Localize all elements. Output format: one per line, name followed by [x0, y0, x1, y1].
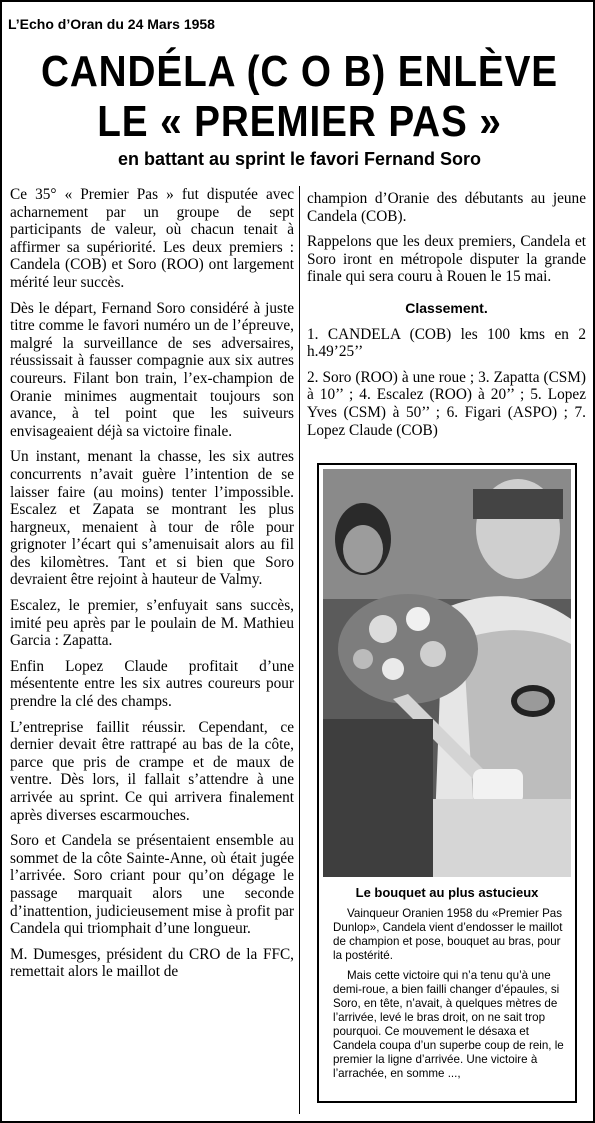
paragraph: Enfin Lopez Claude profitait d’une mésentente entre les six autres coureurs pour prendre la clé des champs. — [10, 657, 294, 711]
headline-line-2: LE « PREMIER PAS » — [97, 97, 502, 146]
paragraph: Ce 35° « Premier Pas » fut disputée avec acharnement par un groupe de sept participants de valeur, où chacun tenait à affirmer sa supériorité. Les deux premiers : Candela (COB) et Soro (ROO) ont largement mérité leur succès. — [10, 186, 294, 291]
paragraph: Dès le départ, Fernand Soro considéré à juste titre comme le favori numéro un de l’épreuve, malgré la surveillance de ses adversaires, réussissait à fausser compagnie aux six autres coureurs. Filant bon train, l’ex-champion de Oranie minimes augmentait toujours son avance, à tel point que les suiveurs envisageaient déjà sa victoire finale. — [10, 299, 294, 440]
cyclist-photo-image — [323, 469, 571, 877]
paragraph: Un instant, menant la chasse, les six autres concurrents n’avait guère l’intention de se laisser faire (au moins) tenter l’impossible. Escalez et Zapata se montrant les plus hargneux, menaient à tour de rôle pour grignoter l’écart qui s’amenuisait alors au fil des kilomètres. Tant et si bien que Soro devraient être rejoint à hauteur de Valmy. — [10, 448, 294, 589]
article-column-2 — [307, 190, 586, 447]
classement-heading: Classement. — [405, 299, 488, 316]
subheadline: en battant au sprint le favori Fernand Soro — [117, 149, 482, 169]
column-divider — [299, 186, 300, 1114]
article-column-1 — [10, 186, 294, 989]
source-line: L’Echo d’Oran du 24 Mars 1958 — [8, 16, 215, 32]
caption-paragraph: Mais cette victoire qui n’a tenu qu’à une demi-roue, a bien failli changer d’épaules, si Soro, en tête, n’avait, à quelques mètres de l’arrivée, levé le bras droit, on ne sait trop pourquoi. Ce mouvement le désaxa et Candela coupa d’un superbe coup de rein, le premier la ligne d’arrivée. Une victoire à l’arrachée, en somme ..., — [333, 969, 564, 1080]
paragraph: L’entreprise faillit réussir. Cependant, ce dernier devait être rattrapé au bas de la côte, parce que pris de crampe et de maux de ventre. Dès lors, il fallait s’attendre à une arrivée au sprint. Ce qui arrivera finalement après diverses escarmouches. — [10, 718, 294, 824]
paragraph: Rappelons que les deux premiers, Candela et Soro iront en métropole disputer la grande finale qui sera couru à Rouen le 15 mai. — [307, 233, 586, 286]
headline-line-1: CANDÉLA (C O B) ENLÈVE — [41, 47, 559, 96]
paragraph: M. Dumesges, président du CRO de la FFC, remettait alors le maillot de — [10, 945, 294, 981]
caption-paragraph: Vainqueur Oranien 1958 du «Premier Pas Dunlop», Candela vient d’endosser le maillot de champion et pose, bouquet au bras, pour la postérité. — [333, 907, 563, 962]
classement-line: 1. CANDELA (COB) les 100 kms en 2 h.49’25’’ — [307, 325, 586, 361]
paragraph: Escalez, le premier, s’enfuyait sans succès, imité peu après par le poulain de M. Mathieu Garcia : Zapatta. — [10, 597, 294, 650]
photo-caption — [333, 907, 567, 1087]
paragraph: champion d’Oranie des débutants au jeune Candela (COB). — [307, 190, 586, 225]
cyclist-photo — [323, 469, 571, 877]
photo-caption-title: Le bouquet au plus astucieux — [355, 885, 539, 900]
photo-box — [317, 463, 577, 1103]
paragraph: Soro et Candela se présentaient ensemble au sommet de la côte Sainte-Anne, où était jugée l’arrivée. Soro criant pour qu’on dégage le passage marquait alors une seconde d’inattention, judicieusement mise à profit par Candela qui triomphait d’une longueur. — [10, 832, 294, 938]
classement-line: 2. Soro (ROO) à une roue ; 3. Zapatta (CSM) à 10’’ ; 4. Escalez (ROO) à 20’’ ; 5. Lopez Yves (CSM) à 50’’ ; 6. Figari (ASPO) ; 7. Lopez Claude (COB) — [307, 368, 586, 439]
